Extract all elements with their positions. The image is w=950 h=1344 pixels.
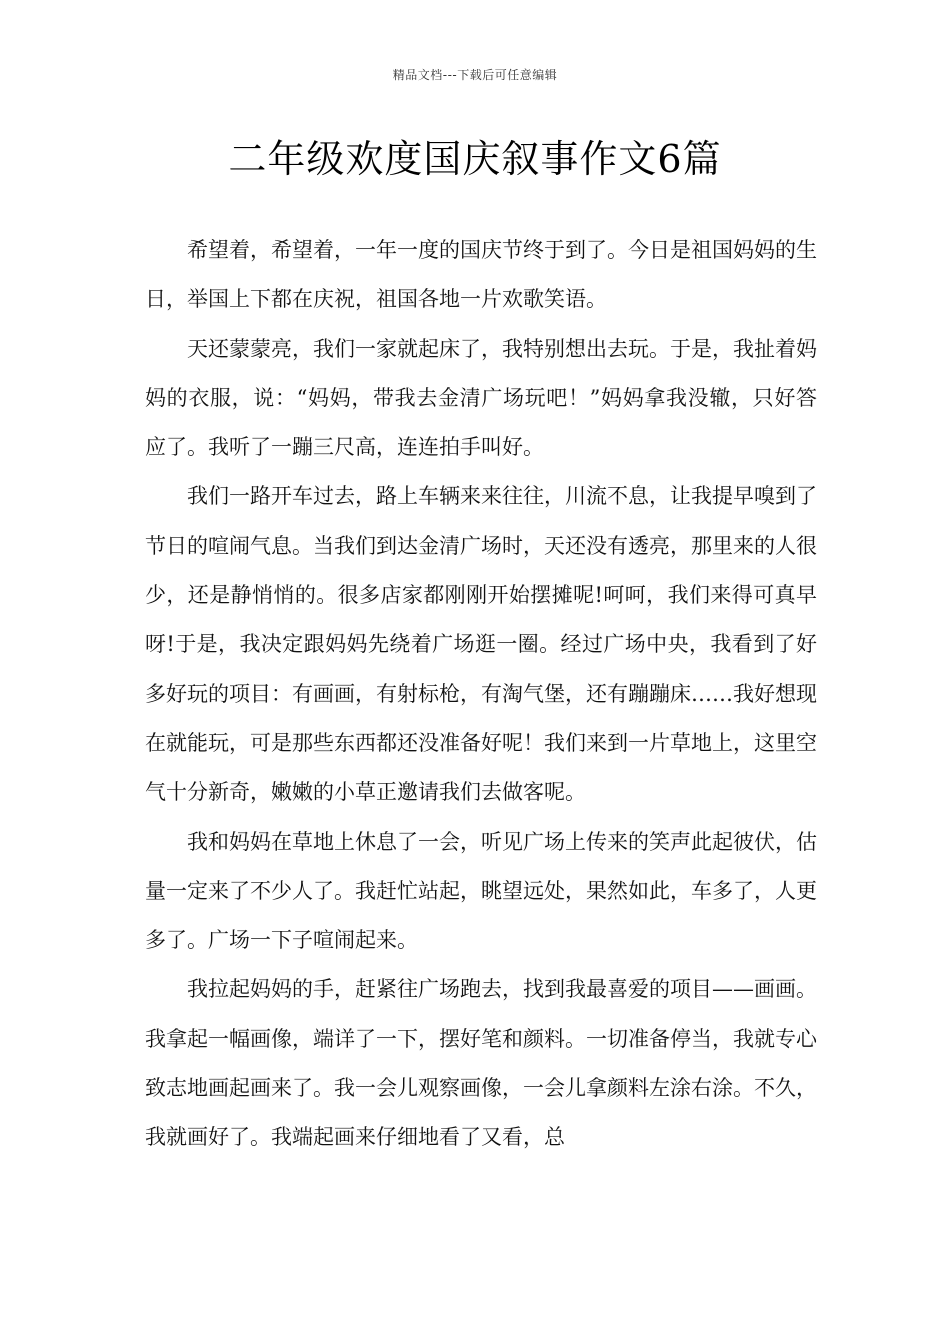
document-body: [145, 226, 817, 1163]
paragraph: 希望着，希望着，一年一度的国庆节终于到了。今日是祖国妈妈的生日，举国上下都在庆祝，祖国各地一片欢歌笑语。: [145, 238, 817, 312]
document-title: 二年级欢度国庆叙事作文6篇: [228, 137, 722, 181]
paragraph: 我们一路开车过去，路上车辆来来往往，川流不息，让我提早嗅到了节日的喧闹气息。当我们到达金清广场时，天还没有透亮，那里来的人很少，还是静悄悄的。很多店家都刚刚开始摆摊呢!呵呵，我们来得可真早呀!于是，我决定跟妈妈先绕着广场逛一圈。经过广场中央，我看到了好多好玩的项目：有画画，有射标枪，有淘气堡，还有蹦蹦床……我好想现在就能玩，可是那些东西都还没准备好呢！我们来到一片草地上，这里空气十分新奇，嫩嫩的小草正邀请我们去做客呢。: [145, 484, 817, 805]
header-note: 精品文档---下载后可任意编辑: [392, 68, 558, 82]
paragraph: 我和妈妈在草地上休息了一会，听见广场上传来的笑声此起彼伏，估量一定来了不少人了。我赶忙站起，眺望远处，果然如此，车多了，人更多了。广场一下子喧闹起来。: [145, 829, 817, 953]
paragraph: 我拉起妈妈的手，赶紧往广场跑去，找到我最喜爱的项目——画画。我拿起一幅画像，端详了一下，摆好笔和颜料。一切准备停当，我就专心致志地画起画来了。我一会儿观察画像，一会儿拿颜料左涂右涂。不久，我就画好了。我端起画来仔细地看了又看，总: [145, 977, 817, 1150]
paragraph: 天还蒙蒙亮，我们一家就起床了，我特别想出去玩。于是，我扯着妈妈的衣服，说：“妈妈，带我去金清广场玩吧！”妈妈拿我没辙，只好答应了。我听了一蹦三尺高，连连拍手叫好。: [145, 336, 817, 460]
